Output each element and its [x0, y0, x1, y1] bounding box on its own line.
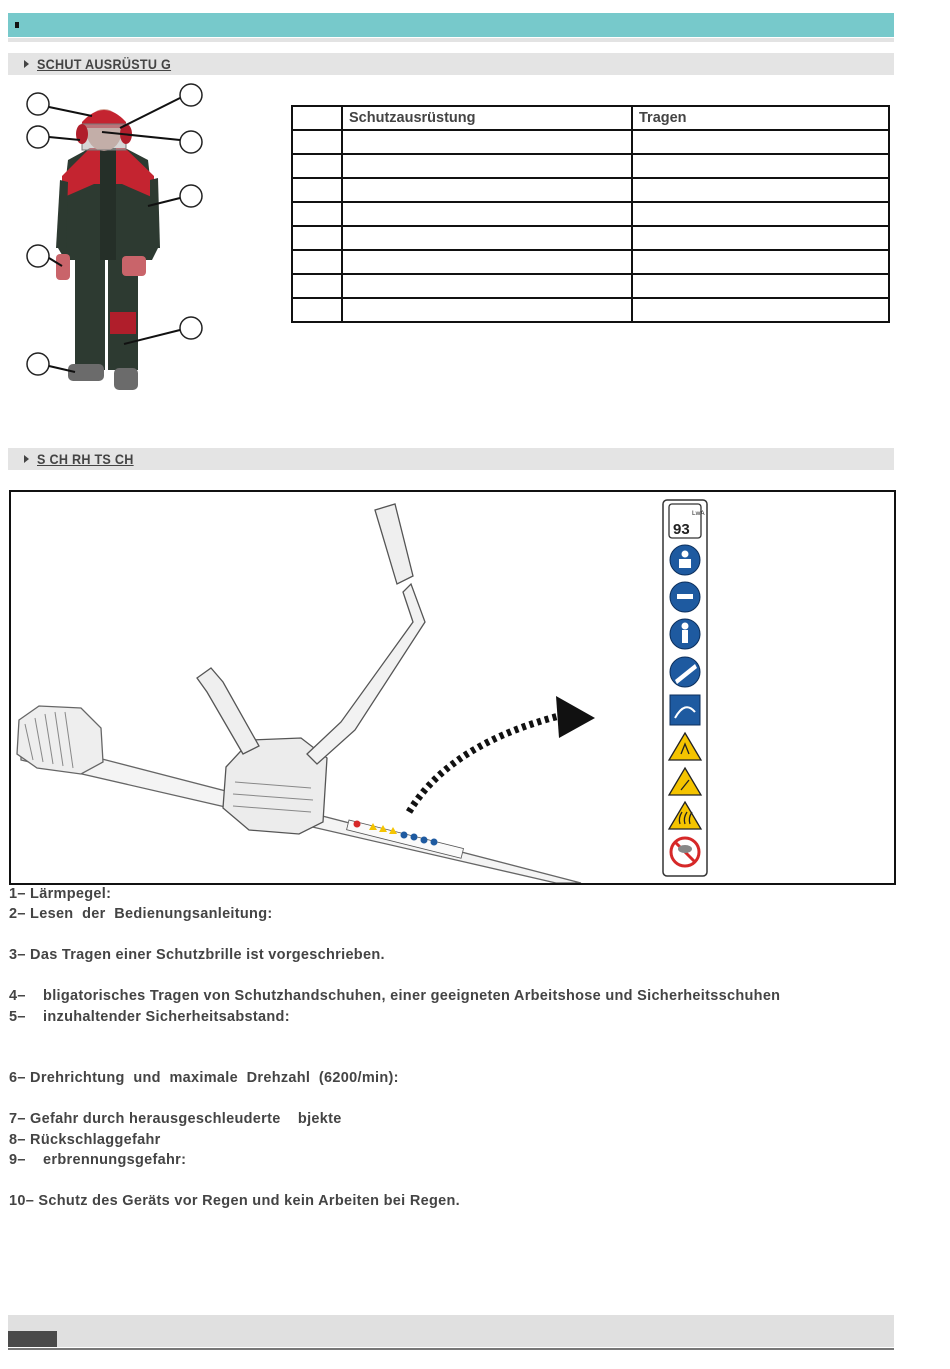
callout-line: [49, 137, 80, 140]
face-visor: [82, 124, 126, 150]
table-cell: [342, 274, 632, 298]
left-arm: [56, 180, 68, 248]
table-cell: [292, 298, 342, 322]
mini-blue-icon: [411, 834, 418, 841]
table-cell: [342, 298, 632, 322]
table-row: [292, 250, 889, 274]
callout-circle-left-4: [27, 353, 49, 375]
callout-circle-right-3: [180, 185, 202, 207]
table-cell: [292, 274, 342, 298]
table-cell: [342, 178, 632, 202]
header-bar: [8, 13, 894, 37]
table-row: [292, 274, 889, 298]
table-cell: [342, 202, 632, 226]
triangle-bullet-icon: [24, 60, 29, 68]
pointer-arrow-shaft: [409, 714, 567, 812]
icon-detail: [682, 630, 688, 643]
callout-circle-right-4: [180, 317, 202, 339]
right-grip: [375, 504, 413, 584]
brushcutter-illustration: [11, 492, 894, 883]
section-title: S CH RH TS CH: [37, 451, 134, 467]
table-cell: [292, 154, 342, 178]
triangle-bullet-icon: [24, 455, 29, 463]
jacket-zipper: [100, 148, 116, 260]
ear-muff-left: [76, 124, 88, 144]
mini-blue-icon: [431, 839, 438, 846]
column-header-equipment: Schutzausrüstung: [342, 106, 632, 130]
table-row: [292, 226, 889, 250]
left-glove: [56, 254, 70, 280]
table-cell: [632, 154, 889, 178]
page-number-tab: [8, 1331, 57, 1347]
icon-detail: [677, 594, 693, 599]
table-header-row: [292, 106, 889, 130]
mini-blue-icon: [401, 832, 408, 839]
rotation-speed-icon: [670, 695, 700, 725]
section-header-protective-equipment: [8, 53, 894, 75]
table-cell: [292, 130, 342, 154]
icon-detail: [682, 623, 689, 630]
table-cell: [632, 202, 889, 226]
table-cell: [342, 130, 632, 154]
callout-line: [49, 107, 92, 116]
table-cell: [632, 250, 889, 274]
icon-detail: [682, 551, 689, 558]
legend-item-10: 10– Schutz des Geräts vor Regen und kein Arbeiten bei Regen.: [9, 1193, 460, 1209]
table-cell: [292, 202, 342, 226]
table-row: [292, 202, 889, 226]
table-cell: [632, 226, 889, 250]
left-handle: [197, 668, 259, 754]
icon-detail: [679, 559, 691, 568]
callout-circle-left-3: [27, 245, 49, 267]
callout-line: [120, 98, 180, 128]
table-cell: [292, 226, 342, 250]
handle-bar: [307, 584, 425, 764]
legend-item-2: 2– Lesen der Bedienungsanleitung:: [9, 906, 273, 922]
legend-item-8: 8– Rückschlaggefahr: [9, 1132, 161, 1148]
table-cell: [632, 298, 889, 322]
left-leg: [75, 252, 105, 370]
pointer-arrow-head: [556, 696, 595, 738]
safety-symbols-figure: [9, 490, 896, 885]
icon-detail: [678, 845, 692, 853]
table-row: [292, 178, 889, 202]
table-row: [292, 298, 889, 322]
noise-level-value: 93: [673, 521, 690, 538]
table-cell: [342, 226, 632, 250]
protective-equipment-illustration: [20, 80, 215, 400]
table-cell: [632, 274, 889, 298]
table-cell: [342, 250, 632, 274]
right-arm: [150, 178, 160, 248]
column-header-wear: Tragen: [632, 106, 889, 130]
legend-item-1: 1– Lärmpegel:: [9, 886, 112, 902]
knee-pad: [110, 312, 136, 334]
section-title: SCHUT AUSRÜSTU G: [37, 56, 172, 72]
table-cell: [292, 178, 342, 202]
callout-circle-left-2: [27, 126, 49, 148]
table-row: [292, 130, 889, 154]
right-glove: [122, 256, 146, 276]
noise-level-unit: LwA: [692, 510, 705, 517]
column-header-number: [292, 106, 342, 130]
header-marker: [15, 22, 19, 28]
right-boot: [114, 368, 138, 390]
legend-item-5: 5– inzuhaltender Sicherheitsabstand:: [9, 1009, 290, 1025]
table-cell: [342, 154, 632, 178]
footer-divider: [8, 1348, 894, 1350]
legend-item-3: 3– Das Tragen einer Schutzbrille ist vorgeschrieben.: [9, 947, 385, 963]
callout-circle-right-2: [180, 131, 202, 153]
mini-blue-icon: [421, 837, 428, 844]
legend-item-4: 4– bligatorisches Tragen von Schutzhandschuhen, einer geeigneten Arbeitshose und Sicherheitsschuhen: [9, 988, 781, 1004]
header-divider: [8, 38, 894, 42]
legend-item-6: 6– Drehrichtung und maximale Drehzahl (6200/min):: [9, 1070, 399, 1086]
table-cell: [632, 178, 889, 202]
callout-circle-right-1: [180, 84, 202, 106]
section-header-safety-symbols: [8, 448, 894, 470]
callout-circle-left-1: [27, 93, 49, 115]
legend-item-9: 9– erbrennungsgefahr:: [9, 1152, 187, 1168]
table-cell: [632, 130, 889, 154]
legend-item-7: 7– Gefahr durch herausgeschleuderte bjekte: [9, 1111, 342, 1127]
table-row: [292, 154, 889, 178]
engine-housing: [17, 706, 103, 774]
mini-prohibit-icon: [354, 821, 361, 828]
protective-equipment-table: [291, 105, 890, 323]
table-cell: [292, 250, 342, 274]
footer-bar: [8, 1315, 894, 1347]
